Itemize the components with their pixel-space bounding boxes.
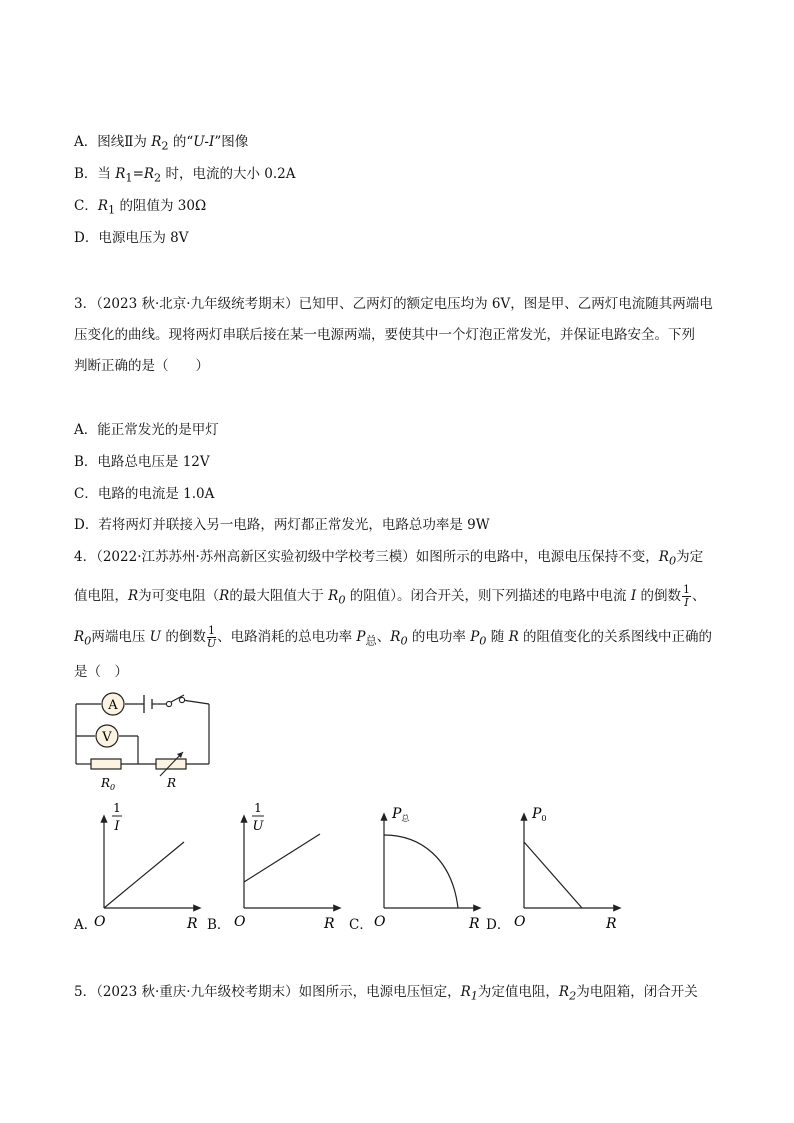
graph-c-xlabel: R [469,916,480,930]
q3-option-d: D．若将两灯并联接入另一电路，两灯都正常发光，电路总功率是 9W [74,517,490,533]
graph-d-xlabel: R [606,916,617,930]
graph-a-xlabel: R [187,916,198,930]
graph-b [230,800,350,930]
graph-c-ylabel: $P_总$ [392,806,410,823]
ammeter-label: A [108,698,118,713]
q4-stem-line2: 值电阻，R为可变电阻（R的最大阻值大于 $R_0$ 的阻值）。闭合开关，则下列描述的电路中电流 I 的倒数 $\frac{1}{I}$ 、 [74,583,706,609]
q4-stem-line4: 是（ ） [74,664,128,680]
graph-d-ylabel: $P_0$ [532,806,547,823]
q3-option-a: A．能正常发光的是甲灯 [74,422,219,438]
graph-a-ylabel-den: I [114,819,120,834]
q4-stem-line1: 4．（2022·江苏苏州·苏州高新区实验初级中学校考三模）如图所示的电路中，电源电压保持不变，$R_0$为定 [74,549,704,568]
q2-option-b: B．当 $R_1=R_2$ 时，电流的大小 0.2A [74,166,296,185]
graph-d [510,800,630,930]
variable-resistor-icon [156,752,186,776]
graph-b-ylabel-num: 1 [254,801,262,815]
graph-a [90,800,210,930]
graph-a-option-label: A． [74,917,98,933]
graph-b-option-label: B． [207,917,231,933]
graph-d-line [524,842,582,908]
battery-icon [144,695,152,713]
circuit-diagram [66,690,216,800]
q3-stem-line1: 3．（2023 秋·北京·九年级统考期末）已知甲、乙两灯的额定电压均为 6V，图是甲、乙两灯电流随其两端电 [74,296,713,312]
graph-b-xlabel: R [324,916,335,930]
graph-a-ylabel-num: 1 [113,801,121,815]
graph-d-option-label: D． [486,917,511,933]
fraction-one-over-i: $\frac{1}{I}$ [682,583,690,609]
voltmeter-label: V [102,730,112,745]
q2-option-c: C．$R_1$ 的阻值为 30Ω [74,198,207,217]
r-label: R [167,776,177,790]
voltmeter-icon [96,725,118,747]
r0-label: $R_0$ [101,776,116,792]
ammeter-icon [102,693,124,715]
q3-stem-line2: 压变化的曲线。现将两灯串联后接在某一电源两端，要使其中一个灯泡正常发光，并保证电路安全。下列 [74,327,695,343]
graph-b-origin: O [234,914,246,930]
switch-icon [166,695,184,707]
fixed-resistor-icon [91,759,121,769]
fraction-one-over-u: $\frac{1}{U}$ [206,624,217,650]
q2-option-d: D．电源电压为 8V [74,230,189,246]
graph-c-origin: O [374,914,386,930]
graph-a-line [104,842,184,908]
q5-stem-line1: 5．（2023 秋·重庆·九年级校考期末）如图所示，电源电压恒定，$R_1$为定值电阻，$R_2$为电阻箱，闭合开关 [74,984,698,1003]
q4-stem-line3: $R_0$两端电压 U 的倒数 $\frac{1}{U}$ 、电路消耗的总电功率 $P_总$、$R_0$ 的电功率 $P_0$ 随 R 的阻值变化的关系图线中正确的 [74,624,713,650]
graph-c [370,800,490,930]
q3-option-b: B．电路总电压是 12V [74,454,210,470]
q2-option-a: A．图线Ⅱ为 $R_2$ 的“U-I”图像 [74,134,249,153]
q3-option-c: C．电路的电流是 1.0A [74,486,215,502]
graph-b-line [244,834,320,882]
graph-c-option-label: C． [349,917,373,933]
graph-a-origin: O [94,914,106,930]
graph-c-curve [384,835,458,908]
graph-b-ylabel-den: U [252,819,264,834]
graph-d-origin: O [514,914,526,930]
q3-stem-line3: 判断正确的是（ ） [74,358,209,374]
